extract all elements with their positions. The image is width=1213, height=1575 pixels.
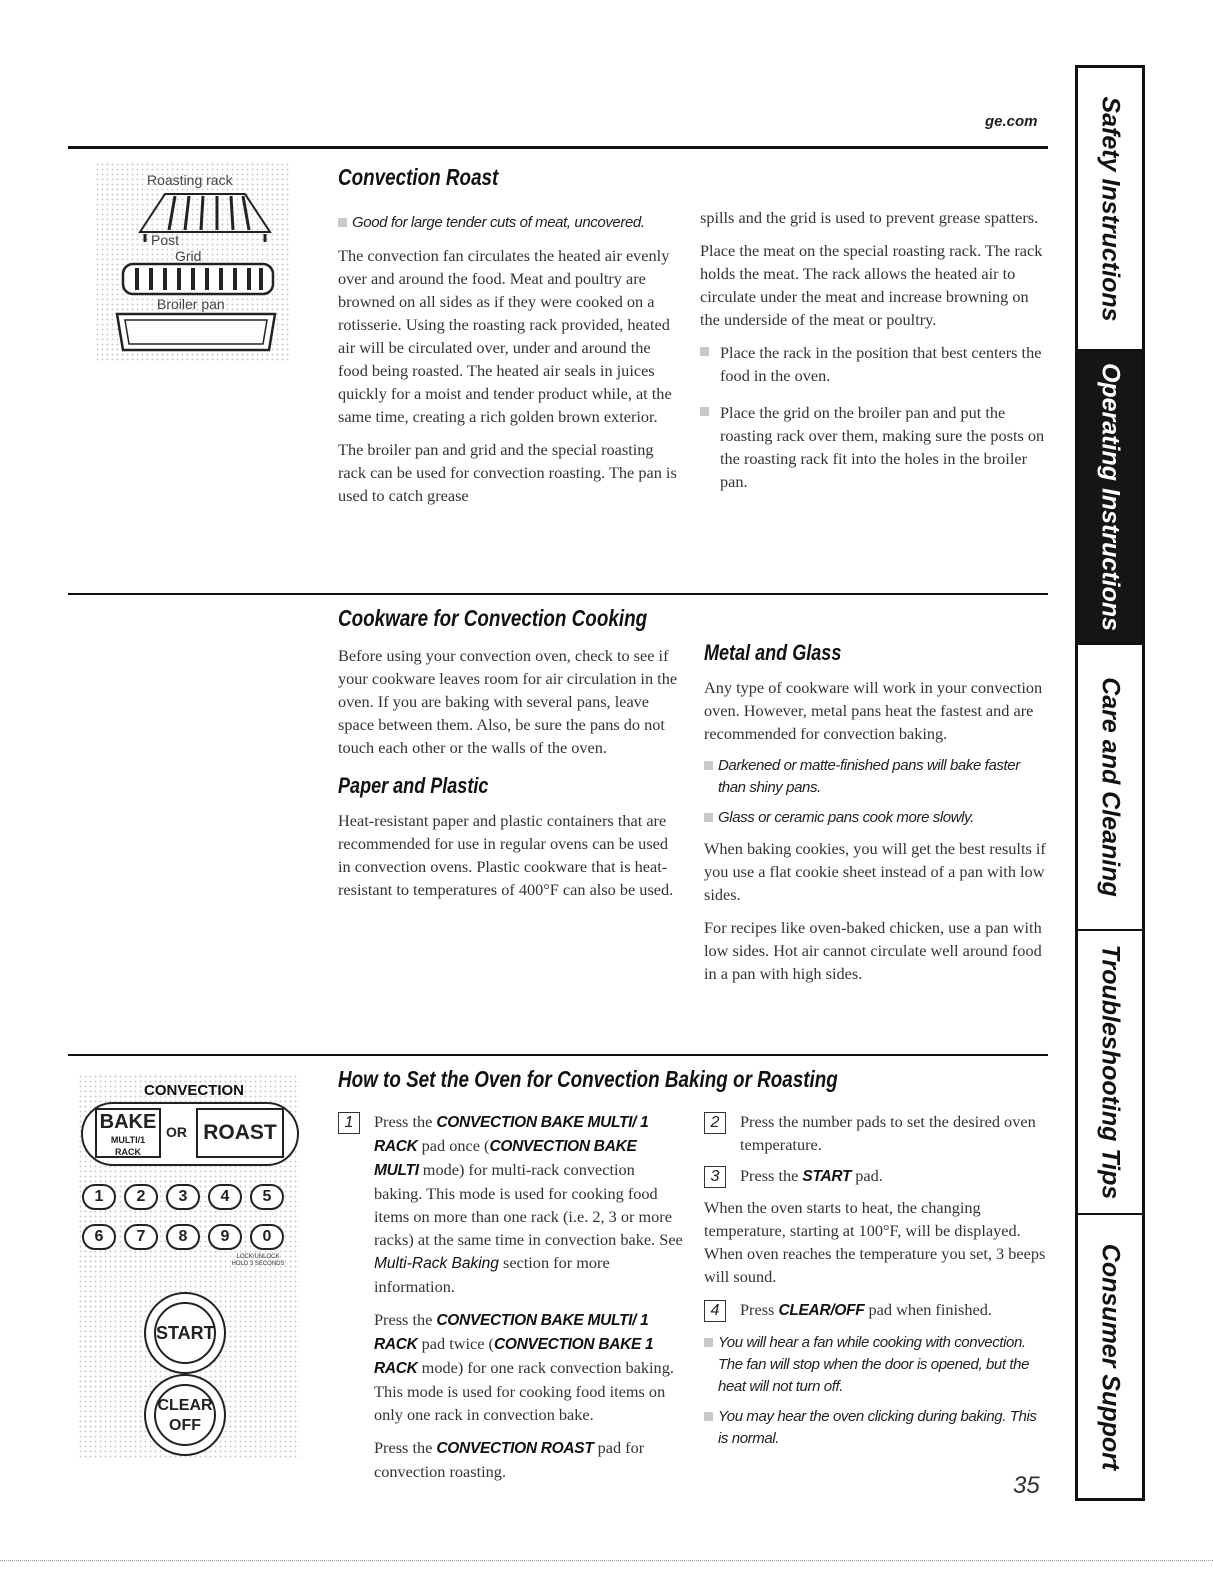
- roast-pad[interactable]: ROAST: [196, 1108, 284, 1158]
- step-3-paragraph: When the oven starts to heat, the changing temperature, starting at 100°F, will be displayed. When oven reaches the temperature you set, 3 beeps will sound.: [704, 1198, 1046, 1286]
- section1-bullet: [700, 401, 1045, 493]
- bullet-icon: [338, 218, 347, 227]
- step-number-2: 2: [704, 1112, 726, 1134]
- step-text: Press the: [374, 1112, 437, 1131]
- key-name: CONVECTION BAKE MULTI/ 1 RACK: [374, 1312, 649, 1353]
- tab-label: Consumer Support: [1096, 1243, 1125, 1470]
- label-broiler-pan: Broiler pan: [157, 296, 225, 312]
- section-title-cookware: Cookware for Convection Cooking: [338, 605, 648, 631]
- section3-note: [704, 1332, 1046, 1398]
- section3-col1: [338, 1110, 683, 1493]
- section-divider: [68, 593, 1048, 595]
- section1-paragraph: The broiler pan and grid and the special roasting rack can be used for convection roasting. The pan is used to catch grease: [338, 440, 677, 505]
- step-text: pad twice (: [417, 1334, 494, 1353]
- tab-consumer-support[interactable]: [1078, 1215, 1142, 1498]
- note-text: Darkened or matte-finished pans will bake faster than shiny pans.: [718, 757, 1020, 796]
- mode-name: CONVECTION BAKE 1 RACK: [374, 1336, 654, 1377]
- tab-label: Care and Cleaning: [1096, 677, 1125, 897]
- step-text: Press the: [740, 1166, 803, 1185]
- page-bottom-edge: [0, 1560, 1213, 1561]
- step-text: pad when finished.: [864, 1300, 992, 1319]
- tab-label: Operating Instructions: [1096, 362, 1125, 632]
- number-pad-1[interactable]: 1: [82, 1184, 116, 1210]
- section2-col2: [704, 640, 1046, 995]
- metal-note: [704, 807, 1046, 829]
- subheading-paper-plastic: Paper and Plastic: [338, 773, 489, 798]
- control-panel-illustration: [78, 1074, 300, 1460]
- section-reference: Multi-Rack Baking: [374, 1255, 499, 1272]
- key-name: CONVECTION BAKE MULTI/ 1 RACK: [374, 1114, 649, 1155]
- key-name: CLEAR/OFF: [778, 1302, 865, 1319]
- section-divider: [68, 1054, 1048, 1056]
- section3-col2: [704, 1110, 1046, 1458]
- lock-hint: LOCK/UNLOCK HOLD 3 SECONDS: [231, 1254, 285, 1267]
- step-1-paragraph-3: [338, 1436, 683, 1483]
- section-tabs-sidebar: [1075, 65, 1145, 1501]
- tab-care-and-cleaning[interactable]: [1078, 645, 1142, 931]
- step-text: mode) for one rack convection baking. This mode is used for cooking food items on only one rack in convection bake.: [374, 1358, 674, 1424]
- paper-plastic-text: Heat-resistant paper and plastic containers that are recommended for use in regular ovens can be used in convection ovens. Plastic cookware that is heat-resistant to temperatures of 400°F can also be used.: [338, 811, 674, 899]
- section-title-how-to-set: How to Set the Oven for Convection Baking or Roasting: [338, 1066, 838, 1092]
- step-1-text: [374, 1110, 683, 1298]
- header-rule: [68, 146, 1048, 149]
- bullet-icon: [704, 1412, 713, 1421]
- off-label: OFF: [169, 1417, 201, 1434]
- step-number-3: 3: [704, 1166, 726, 1188]
- section1-note: [338, 212, 678, 234]
- section-title-convection-roast: Convection Roast: [338, 164, 499, 190]
- number-pad-6[interactable]: 6: [82, 1224, 116, 1250]
- number-pad-2[interactable]: 2: [124, 1184, 158, 1210]
- number-pad-0[interactable]: 0: [250, 1224, 284, 1250]
- step-1-paragraph-2: [338, 1308, 683, 1426]
- number-pad-3[interactable]: 3: [166, 1184, 200, 1210]
- number-pad-8[interactable]: 8: [166, 1224, 200, 1250]
- section1-paragraph: The convection fan circulates the heated air evenly over and around the food. Meat and poultry are browned on all sides as if they were cooked on a rotisserie. Using the roasting rack provided, heated air will be circulated over, under and around the food being roasted. The heated air seals in juices quickly for a moist and tender product while, at the same time, creating a rich golden brown exterior.: [338, 246, 672, 426]
- metal-glass-paragraph: When baking cookies, you will get the best results if you use a flat cookie sheet instead of a pan with low sides.: [704, 839, 1046, 904]
- section3-note: [704, 1406, 1046, 1450]
- step-3-text: [740, 1164, 883, 1188]
- metal-glass-text: Any type of cookware will work in your convection oven. However, metal pans heat the fastest and are recommended for convection baking.: [704, 678, 1043, 743]
- bullet-icon: [700, 407, 709, 416]
- number-pad-row-1: [82, 1184, 284, 1210]
- bullet-text: Place the rack in the position that best centers the food in the oven.: [720, 343, 1042, 385]
- number-pad-7[interactable]: 7: [124, 1224, 158, 1250]
- mode-name: CONVECTION BAKE MULTI: [374, 1138, 637, 1179]
- number-pad-row-2: [82, 1224, 284, 1250]
- label-roasting-rack: Roasting rack: [147, 172, 233, 188]
- number-pad-4[interactable]: 4: [208, 1184, 242, 1210]
- step-text: section for more information.: [374, 1253, 610, 1296]
- section1-col1: [338, 212, 678, 517]
- clear-label: CLEAR: [157, 1397, 213, 1414]
- section1-paragraph: Place the meat on the special roasting rack. The rack holds the meat. The rack allows the heated air to circulate under the meat and increase browning on the underside of the meat or poultry.: [700, 241, 1043, 329]
- label-grid: Grid: [175, 248, 202, 264]
- tab-operating-instructions[interactable]: [1078, 351, 1142, 645]
- step-text: Press: [740, 1300, 779, 1319]
- step-1: [338, 1110, 683, 1298]
- page-number: 35: [1013, 1472, 1040, 1499]
- step-text: Press the: [374, 1438, 437, 1457]
- step-text: mode) for multi-rack convection baking. This mode is used for cooking food items on more than one rack (i.e. 2, 3 or more racks) at the same time in convection bake. See: [374, 1160, 683, 1249]
- subheading-metal-glass: Metal and Glass: [704, 640, 842, 665]
- bake-pad[interactable]: [95, 1108, 161, 1158]
- roasting-rack-illustration: [95, 162, 290, 362]
- key-name: START: [802, 1168, 852, 1185]
- section1-bullet: [700, 341, 1045, 387]
- step-text: pad.: [851, 1166, 883, 1185]
- number-pad-9[interactable]: 9: [208, 1224, 242, 1250]
- number-pad-5[interactable]: 5: [250, 1184, 284, 1210]
- start-pad[interactable]: START: [154, 1302, 216, 1364]
- bullet-icon: [704, 1338, 713, 1347]
- section1-paragraph: spills and the grid is used to prevent grease spatters.: [700, 208, 1039, 227]
- section2-col1: [338, 644, 678, 911]
- tab-troubleshooting-tips[interactable]: [1078, 931, 1142, 1215]
- bake-sublabel: MULTI/1 RACK: [110, 1135, 146, 1157]
- step-number-1: 1: [338, 1112, 360, 1134]
- note-text: Glass or ceramic pans cook more slowly.: [718, 809, 974, 826]
- bullet-icon: [700, 347, 709, 356]
- label-post: Post: [151, 232, 180, 248]
- metal-note: [704, 755, 1046, 799]
- bullet-icon: [704, 761, 713, 770]
- step-2-text: Press the number pads to set the desired oven temperature.: [740, 1112, 1036, 1154]
- site-url: ge.com: [985, 113, 1038, 130]
- step-3: [704, 1164, 1046, 1188]
- section1-col2: [700, 206, 1045, 501]
- step-text: pad once (: [417, 1136, 490, 1155]
- tab-label: Troubleshooting Tips: [1096, 944, 1125, 1200]
- step-text: Press the: [374, 1310, 437, 1329]
- clear-off-pad[interactable]: [154, 1384, 216, 1446]
- convection-label: CONVECTION: [144, 1082, 245, 1099]
- metal-glass-paragraph: For recipes like oven-baked chicken, use a pan with low sides. Hot air cannot circulate well around food in a pan with high sides.: [704, 918, 1042, 983]
- bake-label: BAKE: [99, 1111, 157, 1133]
- step-4-text: [740, 1298, 992, 1322]
- note-text: You will hear a fan while cooking with convection. The fan will stop when the door is opened, but the heat will not turn off.: [718, 1334, 1030, 1395]
- cookware-intro: Before using your convection oven, check to see if your cookware leaves room for air circulation in the oven. If you are baking with several pans, leave space between them. Also, be sure the pans do not touch each other or the walls of the oven.: [338, 646, 678, 757]
- section1-note-text: Good for large tender cuts of meat, uncovered.: [352, 214, 645, 231]
- or-label: OR: [166, 1124, 187, 1140]
- bullet-text: Place the grid on the broiler pan and put the roasting rack over them, making sure the posts on the roasting rack fit into the holes in the broiler pan.: [720, 403, 1045, 491]
- tab-label: Safety Instructions: [1096, 95, 1125, 322]
- step-2: [704, 1110, 1046, 1156]
- note-text: You may hear the oven clicking during baking. This is normal.: [718, 1408, 1037, 1447]
- step-text: pad for convection roasting.: [374, 1438, 645, 1481]
- key-name: CONVECTION ROAST: [436, 1440, 594, 1457]
- tab-safety-instructions[interactable]: [1078, 68, 1142, 351]
- step-number-4: 4: [704, 1300, 726, 1322]
- bullet-icon: [704, 813, 713, 822]
- step-4: [704, 1298, 1046, 1322]
